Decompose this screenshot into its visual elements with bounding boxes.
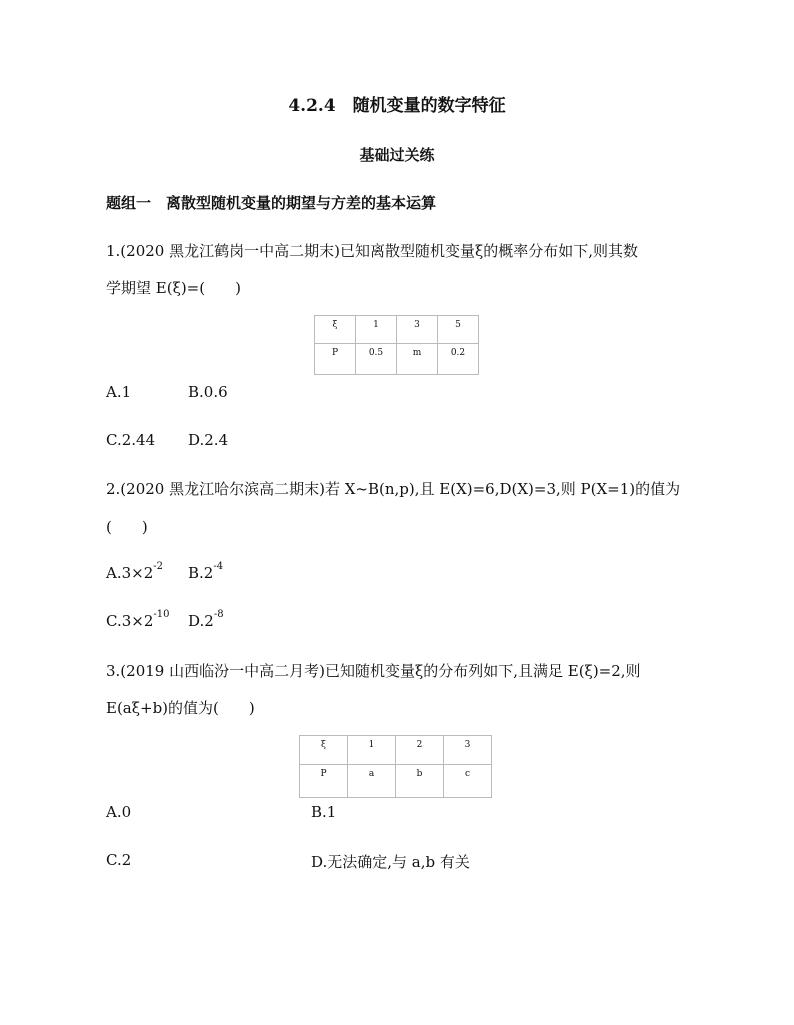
table-cell: 1 — [348, 736, 396, 765]
question-3-option-c: C.2 — [106, 851, 132, 869]
table-cell: m — [397, 344, 438, 375]
question-3-option-d: D.无法确定,与 a,b 有关 — [311, 853, 470, 871]
question-1-option-a: A.1 — [106, 383, 132, 401]
table-cell: 3 — [397, 316, 438, 344]
table-cell: 2 — [396, 736, 444, 765]
table-cell: 0.2 — [438, 344, 479, 375]
question-1-distribution-table — [314, 315, 479, 375]
table-cell: 0.5 — [356, 344, 397, 375]
question-3-distribution-table — [299, 735, 492, 798]
table-cell: P — [300, 765, 348, 798]
table-cell: b — [396, 765, 444, 798]
group-heading: 题组一 离散型随机变量的期望与方差的基本运算 — [106, 194, 437, 212]
question-2-option-c: $C.3\times 2^{-10}$ — [106, 609, 170, 630]
table-cell: ξ — [300, 736, 348, 765]
question-2-option-d: $D.2^{-8}$ — [188, 609, 224, 630]
question-3-option-a: A.0 — [106, 803, 132, 821]
question-2-option-a: $A.3\times 2^{-2}$ — [106, 561, 164, 582]
question-1-line-1: 1.(2020 黑龙江鹤岗一中高二期末)已知离散型随机变量ξ的概率分布如下,则其数 — [106, 242, 638, 260]
question-3-line-1: 3.(2019 山西临汾一中高二月考)已知随机变量ξ的分布列如下,且满足 E(ξ)=2,则 — [106, 662, 641, 680]
question-1-option-c: C.2.44 — [106, 431, 156, 449]
question-1-option-d: D.2.4 — [188, 431, 229, 449]
question-1-line-2: 学期望 E(ξ)=( ) — [106, 279, 241, 297]
table-cell: 1 — [356, 316, 397, 344]
table-cell: 5 — [438, 316, 479, 344]
question-2-option-b: $B.2^{-4}$ — [188, 561, 224, 582]
section-title: 4.2.4 随机变量的数字特征 — [288, 96, 506, 116]
section-subtitle: 基础过关练 — [359, 146, 435, 164]
table-cell: c — [444, 765, 492, 798]
table-cell: a — [348, 765, 396, 798]
question-2-line-1: 2.(2020 黑龙江哈尔滨高二期末)若 X~B(n,p),且 E(X)=6,D(X)=3,则 P(X=1)的值为 — [106, 480, 681, 498]
question-1-option-b: B.0.6 — [188, 383, 228, 401]
table-cell: 3 — [444, 736, 492, 765]
table-cell: P — [315, 344, 356, 375]
question-3-option-b: B.1 — [311, 803, 337, 821]
question-3-line-2: E(aξ+b)的值为( ) — [106, 699, 255, 717]
question-2-line-2: ( ) — [106, 518, 148, 536]
table-cell: ξ — [315, 316, 356, 344]
